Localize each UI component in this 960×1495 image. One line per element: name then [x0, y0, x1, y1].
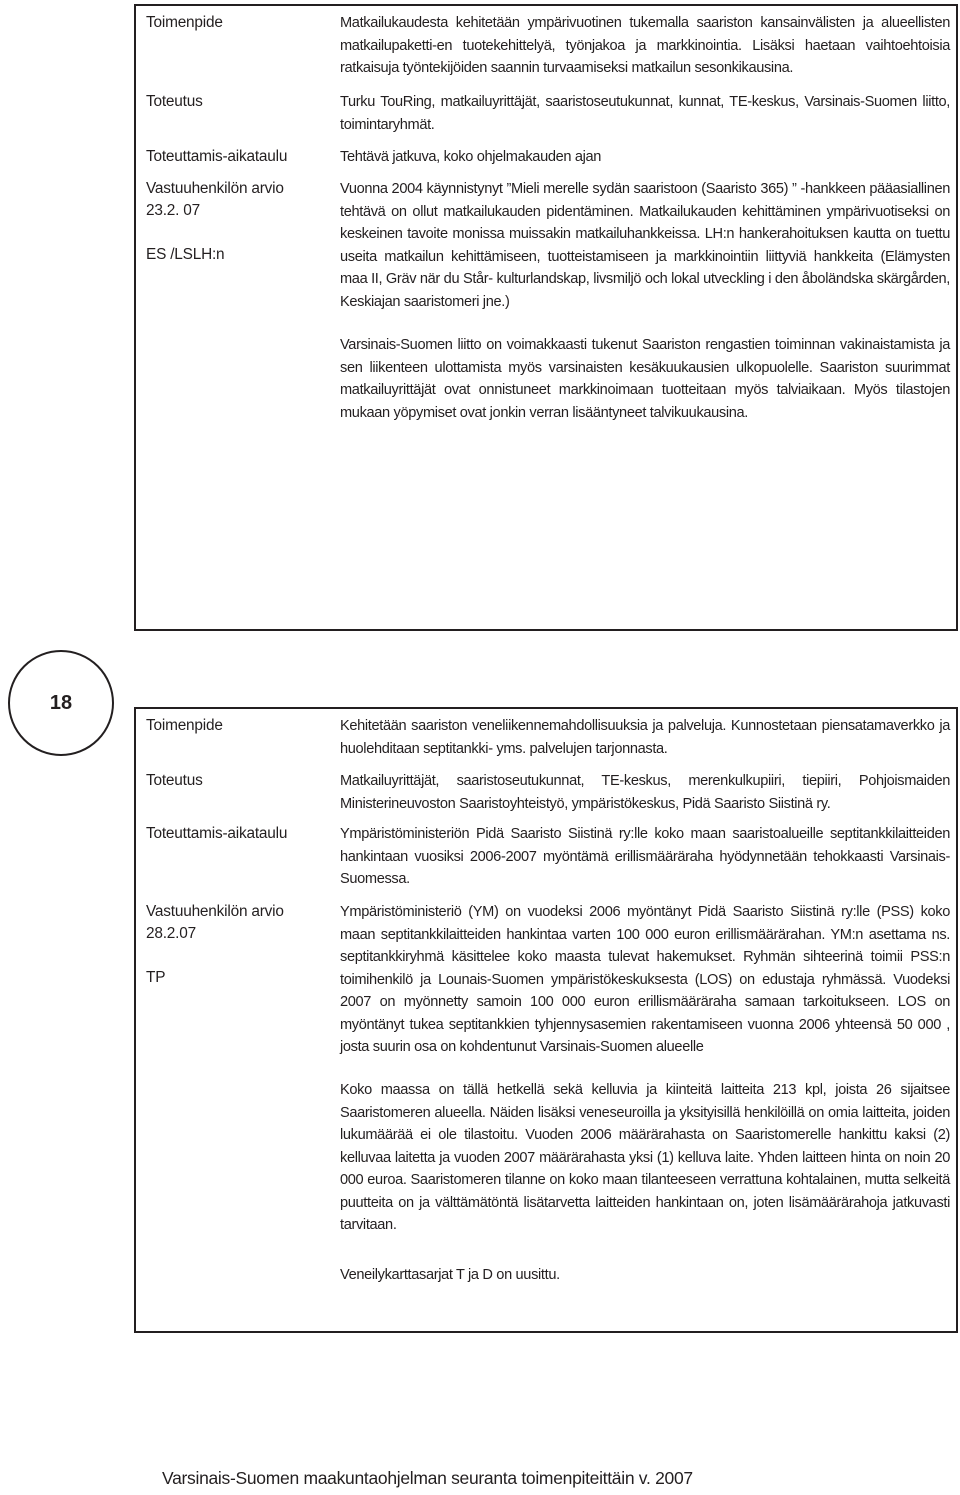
label-toimenpide: Toimenpide — [146, 717, 223, 734]
label-arvio-date: 23.2. 07 — [146, 202, 201, 219]
label-arvio: Vastuuhenkilön arvio — [146, 903, 284, 920]
measure-box-1 — [134, 4, 958, 631]
label-toteutus: Toteutus — [146, 772, 203, 789]
toimenpide-text: Kehitetään saariston veneliikennemahdollisuuksia ja palveluja. Kunnostetaan piensatamaverkko ja huolehditaan septitankki- yms. palvelujen tarjonnasta. — [340, 718, 950, 757]
label-toimenpide: Toimenpide — [146, 14, 223, 31]
measure-box-2 — [134, 707, 958, 1333]
aikataulu-text: Tehtävä jatkuva, koko ohjelmakauden ajan — [340, 149, 602, 165]
arvio-paragraph-1: Ympäristöministeriö (YM) on vuodeksi 2006 myöntänyt Pidä Saaristo Siistinä ry:lle (PSS) koko maan septitankkilaitteiden hankintaa varten 100 000 euron erillismäärärahan. YM:n asettama ns. septitankkiryhmä käsittelee koko maasta tulevat hakemukset. Ryhmän sihteerinä toimii PSS:n toimihenkilö ja Lounais-Suomen ympäristökeskuksesta (LOS) on edustaja ryhmässä. Vuodeksi 2007 on myönnetty samoin 100 000 euron erillismääräraha samaan tarkoitukseen. LOS on myöntänyt tukea septitankkien tyhjennysasemien rakentamiseen vuonna 2006 yhteensä 50 000 , josta suurin osa on kohdentunut Varsinais-Suomen alueelle — [340, 904, 950, 1055]
aikataulu-text: Ympäristöministeriön Pidä Saaristo Siistinä ry:lle koko maan saaristoalueille septitankkilaitteiden hankintaan vuosiksi 2006-2007 myöntämä erillismääräraha hyödynnetään tehokkaasti Varsinais-Suomessa. — [340, 826, 950, 887]
page-number-badge: 18 — [8, 650, 114, 756]
toteutus-text: Matkailuyrittäjät, saaristoseutukunnat, TE-keskus, merenkulkupiiri, tiepiiri, Pohjoismaiden Ministerineuvoston Saaristoyhteistyö, ympäristökeskus, Pidä Saaristo Siistinä ry. — [340, 773, 950, 812]
arvio-paragraph-3: Veneilykarttasarjat T ja D on uusittu. — [340, 1267, 560, 1283]
arvio-paragraph-2: Varsinais-Suomen liitto on voimakkaasti tukenut Saariston rengastien toiminnan vakinaistamista ja sen liikenteen ulottamista myös varsinaisten kesäkuukausien ulkopuolelle. Saariston suurimmat matkailuyrittäjät ovat onnistuneet markkinoimaan tuotteitaan myös talviaikaan. Myös tilastojen mukaan yöpymiset ovat jonkin verran lisääntyneet talvikuukausina. — [340, 337, 950, 421]
label-responsible: TP — [146, 969, 166, 986]
label-toteutus: Toteutus — [146, 93, 203, 110]
arvio-paragraph-2: Koko maassa on tällä hetkellä sekä kelluvia ja kiinteitä laitteita 213 kpl, joista 26 sijaitsee Saaristomeren alueella. Näiden lisäksi veneseuroilla ja yksityisillä henkilöillä on omia laitteita, joiden lukumäärää ei ole tilastoitu. Vuoden 2006 määrärahasta on Saaristomerelle hankittu kaksi (2) kelluvaa laitetta ja vuoden 2007 määrärahasta yksi (1) kelluva laite. Yhden laitteen hinta on noin 20 000 euroa. Saaristomeren tilanne on koko maan tilanteeseen verrattuna kohtalainen, mutta selkeitä puutteita on ja välttämätöntä lisätarvetta laitteiden hankintaan on, joten lisämäärärahoja jatkuvasti tarvitaan. — [340, 1082, 950, 1233]
arvio-paragraph-1: Vuonna 2004 käynnistynyt ”Mieli merelle sydän saaristoon (Saaristo 365) ” -hankkeen pääasiallinen tehtävä on ollut matkailukauden pidentäminen. Matkailukauden kehittäminen ympärivuotiseksi on keskeinen tavoite monissa muissakin matkailuhankkeissa. LH:n hankerahoituksen kautta on tuettu useita matkailun kehittämiseen, tuotteistamiseen ja markkinointiin liittyviä hankkeita (Elämysten maa II, Gräv när du Står- kulturlandskap, livsmiljö och lokal utveckling i den åboländska skärgården, Keskiajan saaristomeri jne.) — [340, 181, 950, 310]
toimenpide-text: Matkailukaudesta kehitetään ympärivuotinen tukemalla saariston kansainvälisten ja alueellisten matkailupaketti-en tuotekehittelyä, työnjakoa ja markkinointia. Lisäksi haetaan vaihtoehtoisia ratkaisuja työntekijöiden saannin turvaamiseksi matkailun sesonkikausina. — [340, 15, 950, 76]
label-responsible: ES /LSLH:n — [146, 246, 225, 263]
label-arvio: Vastuuhenkilön arvio — [146, 180, 284, 197]
label-aikataulu: Toteuttamis-aikataulu — [146, 825, 288, 842]
toteutus-text: Turku TouRing, matkailuyrittäjät, saaristoseutukunnat, kunnat, TE-keskus, Varsinais-Suomen liitto, toimintaryhmät. — [340, 94, 950, 133]
label-aikataulu: Toteuttamis-aikataulu — [146, 148, 288, 165]
page-footer: Varsinais-Suomen maakuntaohjelman seuranta toimenpiteittäin v. 2007 — [162, 1468, 693, 1488]
label-arvio-date: 28.2.07 — [146, 925, 196, 942]
